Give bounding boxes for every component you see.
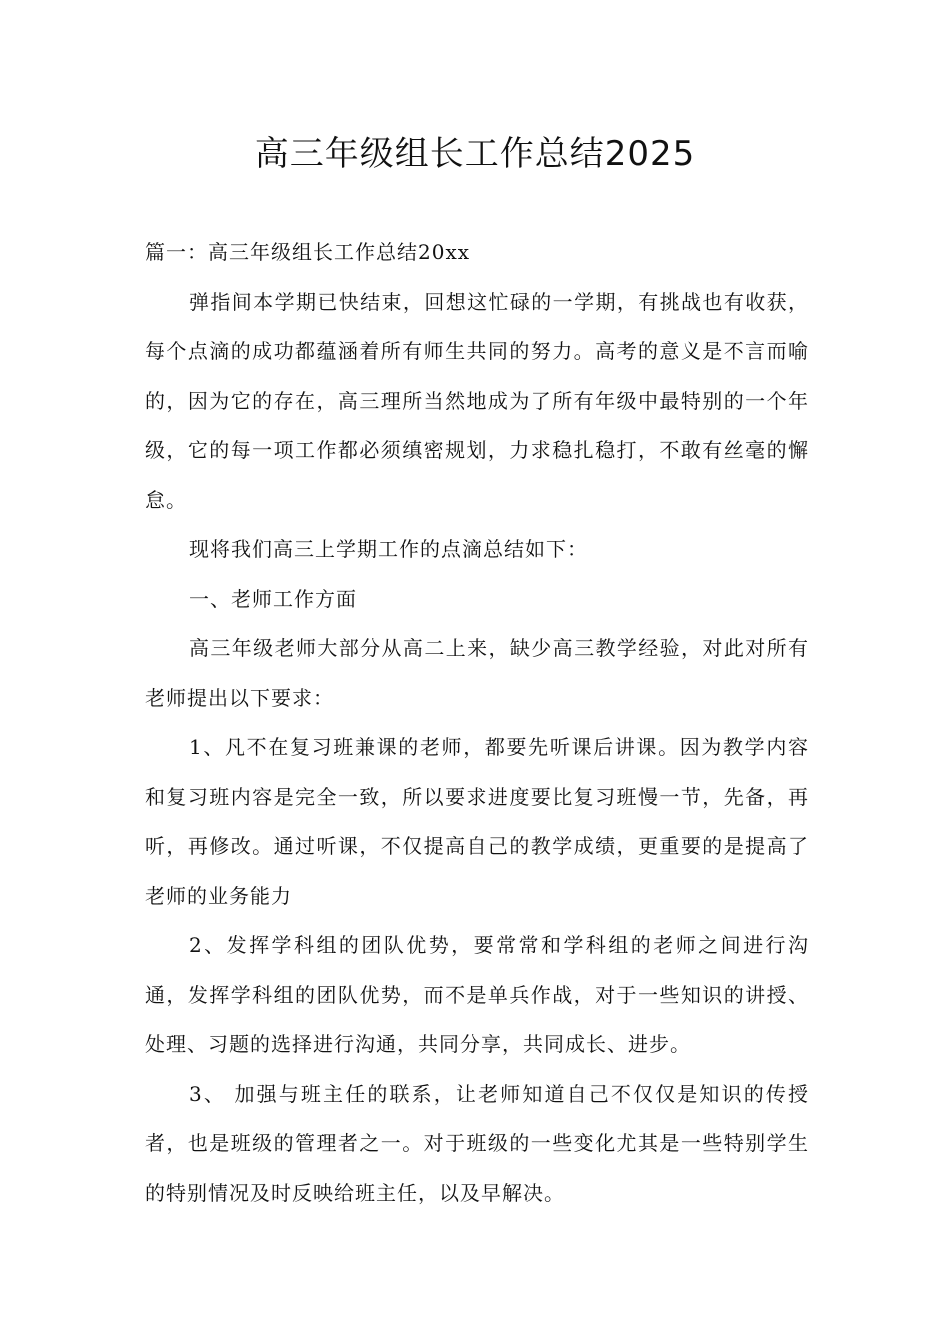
list-item-2: 2、发挥学科组的团队优势，要常常和学科组的老师之间进行沟通，发挥学科组的团队优势，而不是单兵作战，对于一些知识的讲授、处理、习题的选择进行沟通，共同分享，共同成长、进步。 <box>145 933 809 1056</box>
teacher-requirements-paragraph: 高三年级老师大部分从高二上来，缺少高三教学经验，对此对所有老师提出以下要求： <box>145 636 809 710</box>
list-item-3: 3、 加强与班主任的联系，让老师知道自己不仅仅是知识的传授者，也是班级的管理者之一。对于班级的一些变化尤其是一些特别学生的特别情况及时反映给班主任，以及早解决。 <box>145 1081 809 1205</box>
section-heading: 篇一：高三年级组长工作总结20xx <box>145 240 471 264</box>
subheading-teacher-work: 一、老师工作方面 <box>189 586 357 611</box>
list-item-1: 1、凡不在复习班兼课的老师，都要先听课后讲课。因为教学内容和复习班内容是完全一致，所以要求进度要比复习班慢一节，先备，再听，再修改。通过听课，不仅提高自己的教学成绩，更重要的是提高了老师的业务能力 <box>145 735 809 908</box>
summary-lead-paragraph: 现将我们高三上学期工作的点滴总结如下： <box>189 537 588 561</box>
intro-paragraph: 弹指间本学期已快结束，回想这忙碌的一学期，有挑战也有收获，每个点滴的成功都蕴涵着所有师生共同的努力。高考的意义是不言而喻的，因为它的存在，高三理所当然地成为了所有年级中最特别的一个年级，它的每一项工作都必须缜密规划，力求稳扎稳打，不敢有丝毫的懈怠。 <box>145 289 809 512</box>
document-title: 高三年级组长工作总结2025 <box>254 134 696 174</box>
document-body <box>145 228 809 1218</box>
